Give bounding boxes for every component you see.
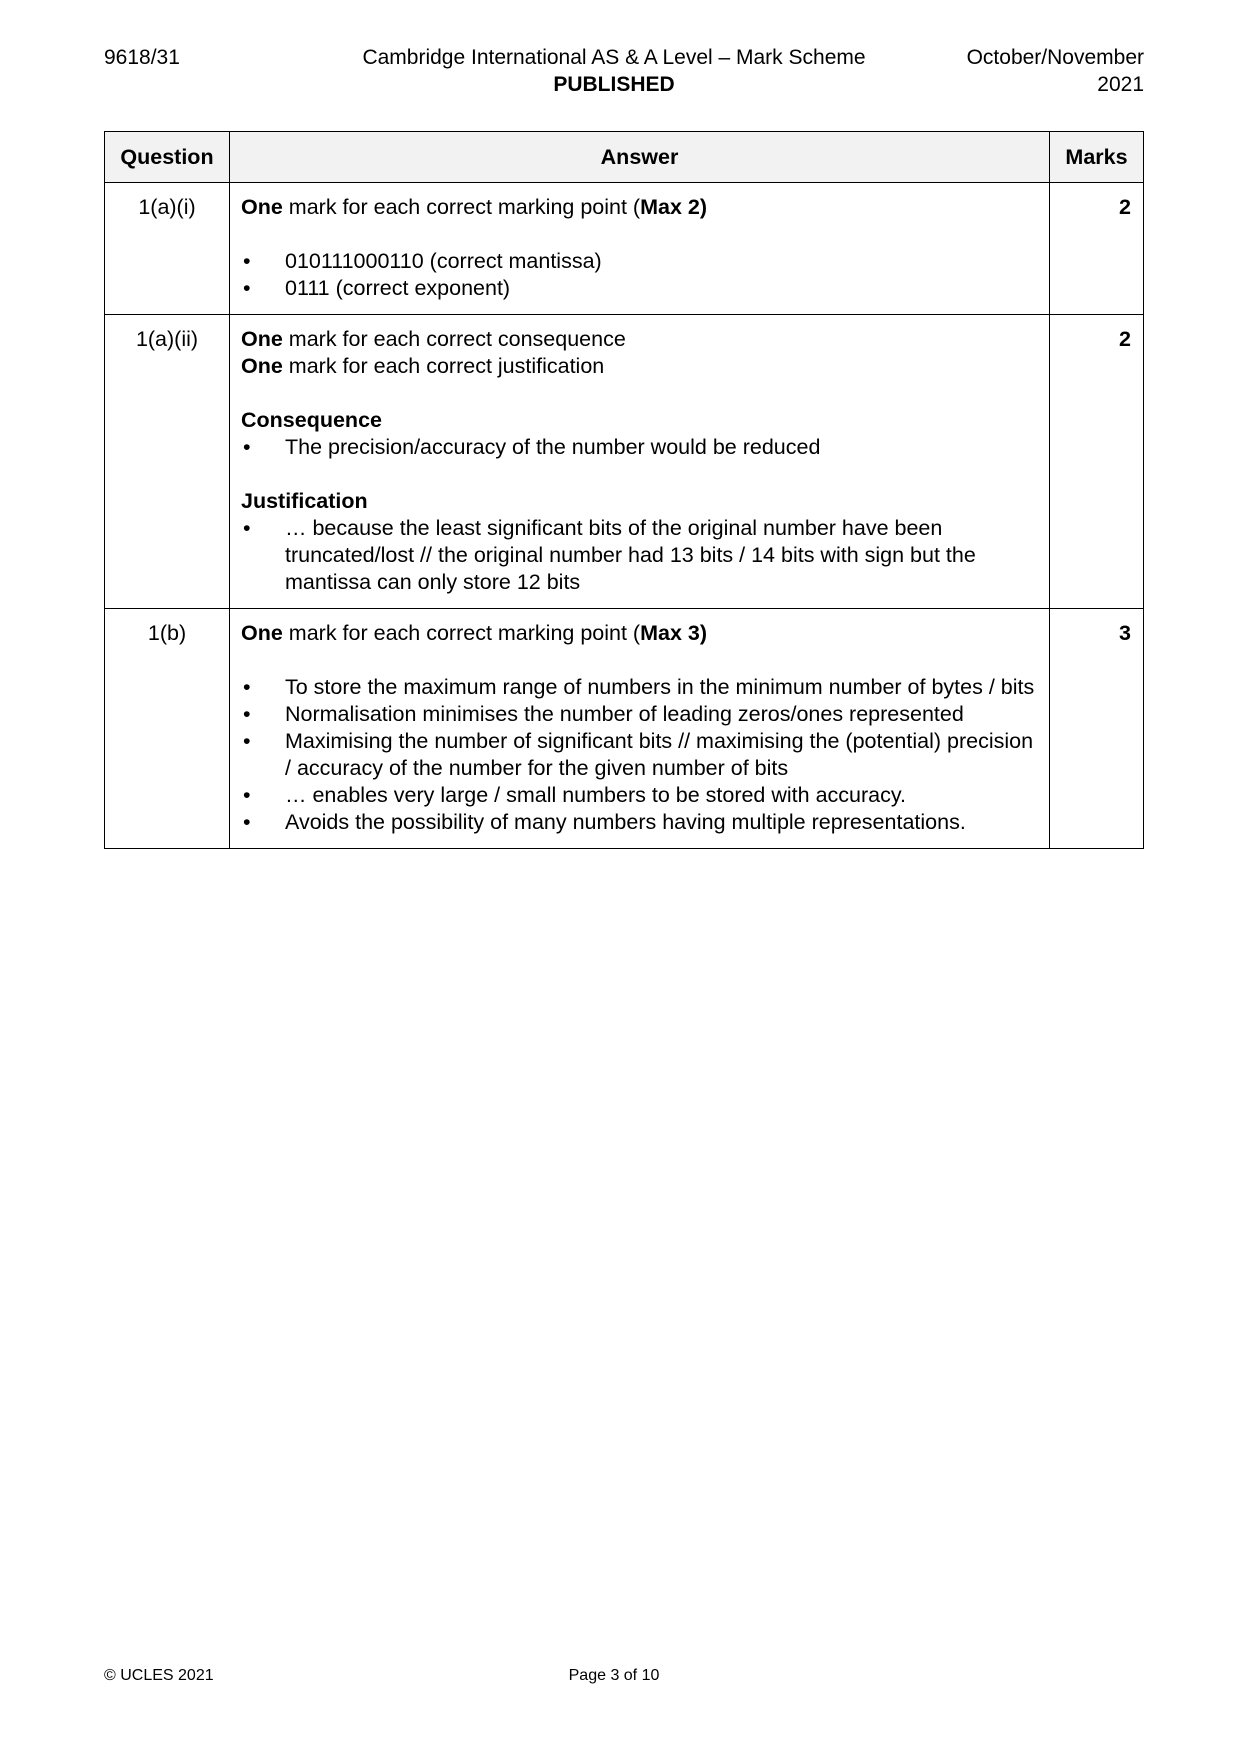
answer-cell — [230, 315, 1050, 609]
max-marks-note: Max 3) — [640, 621, 708, 645]
instruction-emphasis: One — [241, 195, 283, 219]
marks-value: 2 — [1050, 183, 1144, 315]
justification-heading: Justification — [241, 489, 368, 513]
instruction-text: mark for each correct marking point ( — [282, 621, 641, 645]
list-item: • 0111 (correct exponent) — [241, 275, 1037, 302]
consequence-bullet-list — [241, 434, 1037, 461]
marks-column-header: Marks — [1050, 132, 1144, 183]
marking-instruction — [241, 326, 1037, 353]
instruction-emphasis: One — [241, 354, 283, 378]
justification-bullet-list — [241, 515, 1037, 596]
question-column-header: Question — [105, 132, 230, 183]
copyright-notice: © UCLES 2021 — [104, 1667, 214, 1684]
marking-instruction — [241, 353, 1037, 380]
answer-column-header: Answer — [230, 132, 1050, 183]
question-number: 1(b) — [105, 609, 230, 849]
table-header-row — [105, 132, 1144, 183]
table-row — [105, 609, 1144, 849]
mark-scheme-table — [104, 131, 1144, 849]
instruction-text: mark for each correct justification — [282, 354, 605, 378]
list-item: • … enables very large / small numbers to be stored with accuracy. — [241, 782, 1037, 809]
exam-session — [967, 44, 1144, 98]
document-title: Cambridge International AS & A Level – Mark Scheme — [362, 46, 866, 69]
list-item: • … because the least significant bits of the original number have been truncated/lost // the original number had 13 bits / 14 bits with sign but the mantissa can only store 12 bits — [241, 515, 1037, 596]
table-row — [105, 315, 1144, 609]
table-row — [105, 183, 1144, 315]
marking-instruction — [241, 620, 1037, 647]
question-number: 1(a)(ii) — [105, 315, 230, 609]
list-item: • Normalisation minimises the number of leading zeros/ones represented — [241, 701, 1037, 728]
page-number: Page 3 of 10 — [568, 1667, 660, 1684]
list-item: • To store the maximum range of numbers in the minimum number of bytes / bits — [241, 674, 1037, 701]
marking-instruction — [241, 194, 1037, 221]
instruction-emphasis: One — [241, 621, 283, 645]
instruction-text: mark for each correct marking point ( — [282, 195, 641, 219]
instruction-emphasis: One — [241, 327, 283, 351]
answer-cell — [230, 609, 1050, 849]
list-item: • 010111000110 (correct mantissa) — [241, 248, 1037, 275]
marks-value: 3 — [1050, 609, 1144, 849]
answer-bullet-list — [241, 674, 1037, 836]
syllabus-code: 9618/31 — [104, 46, 180, 69]
published-label: PUBLISHED — [553, 73, 675, 96]
session-month: October/November — [966, 46, 1144, 69]
list-item: • The precision/accuracy of the number would be reduced — [241, 434, 1037, 461]
answer-cell — [230, 183, 1050, 315]
marks-value: 2 — [1050, 315, 1144, 609]
instruction-text: mark for each correct consequence — [282, 327, 626, 351]
list-item: • Avoids the possibility of many numbers having multiple representations. — [241, 809, 1037, 836]
session-year: 2021 — [1097, 73, 1144, 96]
page-header — [104, 44, 1144, 104]
question-number: 1(a)(i) — [105, 183, 230, 315]
answer-bullet-list — [241, 248, 1037, 302]
max-marks-note: Max 2) — [640, 195, 708, 219]
consequence-heading: Consequence — [241, 408, 382, 432]
list-item: • Maximising the number of significant bits // maximising the (potential) precision / accuracy of the number for the given number of bits — [241, 728, 1037, 782]
